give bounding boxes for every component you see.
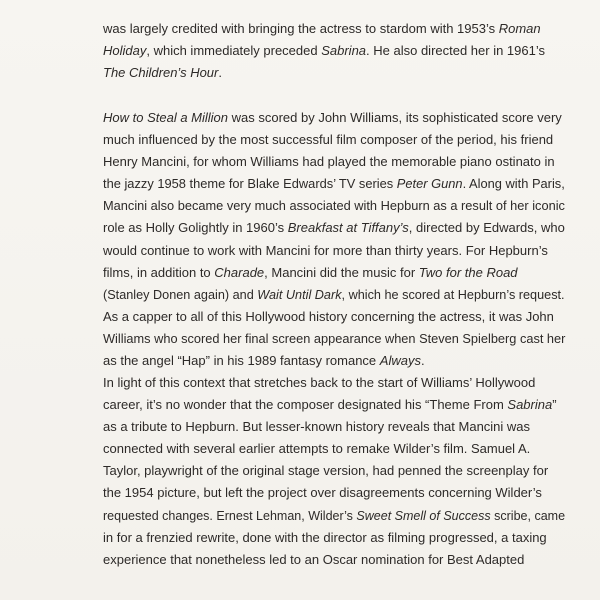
text-run: was scored by John Williams, its sophisticated score very — [228, 110, 562, 125]
text-run: As a capper to all of this Hollywood history concerning the actress, it was John — [103, 308, 554, 324]
text-run: . He also directed her in 1961’s — [366, 43, 546, 59]
text-run: the 1954 picture, but left the project over disagreements concerning Wilder’s — [103, 485, 542, 501]
text-line — [103, 328, 566, 350]
text-line — [103, 262, 565, 284]
italic-text-run: Charade — [214, 264, 265, 280]
text-line — [103, 240, 565, 262]
italic-text-run: Roman — [498, 21, 541, 36]
text-run: ” — [552, 397, 557, 413]
text-line — [103, 527, 565, 549]
text-run: the jazzy 1958 theme for Blake Edwards’ TV series — [103, 176, 397, 192]
italic-text-run: Breakfast at Tiffany’s — [287, 220, 409, 236]
text-line — [103, 372, 565, 394]
text-line — [103, 460, 565, 482]
text-line — [103, 438, 565, 460]
text-line — [103, 129, 565, 151]
text-run: , which he scored at Hepburn’s request. — [341, 286, 565, 302]
text-line — [103, 350, 565, 372]
text-run: . — [420, 353, 425, 369]
text-run: Williams who scored her final screen appearance when Steven Spielberg cast her — [103, 330, 566, 346]
text-line — [103, 173, 565, 195]
text-line — [103, 394, 565, 416]
text-line — [103, 284, 565, 306]
text-run: was largely credited with bringing the actress to stardom with 1953’s — [103, 21, 499, 36]
paragraph-1 — [103, 18, 565, 84]
text-line — [103, 549, 565, 571]
text-run: . Along with Paris, — [462, 176, 565, 192]
text-line — [103, 107, 565, 129]
text-line — [103, 195, 565, 217]
text-line — [103, 416, 565, 438]
text-line — [103, 151, 565, 173]
italic-text-run: Holiday — [103, 43, 147, 59]
italic-text-run: The Children’s Hour — [103, 65, 219, 81]
text-run: as the angel “Hap” in his 1989 fantasy romance — [103, 353, 380, 369]
text-run: , Mancini did the music for — [264, 264, 419, 280]
text-line — [103, 217, 565, 239]
italic-text-run: Peter Gunn — [396, 176, 463, 192]
paragraph-3 — [103, 372, 565, 571]
text-run: career, it’s no wonder that the composer designated his “Theme From — [103, 397, 508, 413]
text-run: requested changes. Ernest Lehman, Wilder’s — [103, 507, 357, 523]
text-run: Mancini also became very much associated with Hepburn as a result of her iconic — [103, 198, 565, 214]
text-run: role as Holly Golightly in 1960’s — [103, 220, 288, 236]
text-line — [103, 505, 566, 527]
text-run: . — [218, 65, 222, 81]
text-run: , which immediately preceded — [146, 43, 322, 59]
text-run: Henry Mancini, for whom Williams had played the memorable piano ostinato in — [103, 154, 555, 170]
italic-text-run: Sweet Smell of Success — [356, 507, 491, 523]
text-line — [103, 306, 565, 328]
text-line — [103, 482, 565, 504]
text-run: in for a frenzied rewrite, done with the director as filming progressed, a taxing — [103, 529, 547, 545]
text-run: much influenced by the most successful film composer of the period, his friend — [103, 132, 554, 148]
text-run: (Stanley Donen again) and — [103, 286, 258, 302]
italic-text-run: Wait Until Dark — [257, 286, 342, 302]
italic-text-run: Sabrina — [321, 43, 367, 59]
italic-text-run: Sabrina — [507, 397, 553, 413]
italic-text-run: How to Steal a Million — [103, 110, 228, 125]
text-run: as a tribute to Hepburn. But lesser-known history reveals that Mancini was — [103, 419, 531, 435]
text-run: experience that nonetheless led to an Oscar nomination for Best Adapted — [103, 551, 525, 567]
text-run: , directed by Edwards, who — [408, 220, 565, 236]
text-run: scribe, came — [490, 507, 566, 523]
text-run: In light of this context that stretches back to the start of Williams’ Hollywood — [103, 375, 536, 390]
text-run: connected with several earlier attempts to remake Wilder’s film. Samuel A. — [103, 441, 531, 457]
text-run: Taylor, playwright of the original stage version, had penned the screenplay for — [103, 463, 549, 479]
text-line — [103, 40, 565, 62]
text-run: films, in addition to — [103, 264, 215, 280]
paragraph-2 — [103, 107, 565, 372]
italic-text-run: Always — [379, 353, 421, 369]
italic-text-run: Two for the Road — [418, 264, 518, 280]
text-line — [103, 62, 565, 84]
text-line — [103, 18, 565, 40]
text-run: would continue to work with Mancini for more than thirty years. For Hepburn’s — [103, 242, 548, 258]
